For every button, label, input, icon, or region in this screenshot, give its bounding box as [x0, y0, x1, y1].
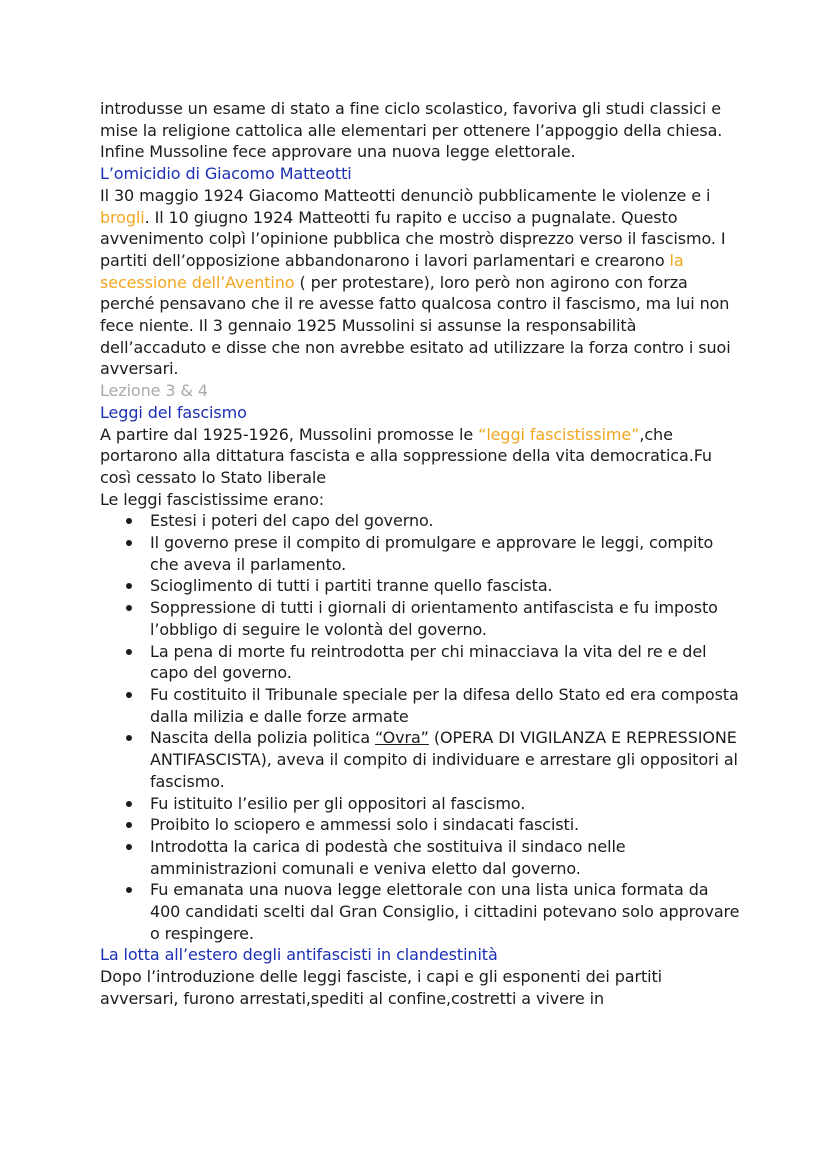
- leggi-list: [100, 510, 740, 944]
- list-item: La pena di morte fu reintrodotta per chi minacciava la vita del re e del capo del governo.: [150, 641, 740, 684]
- matteotti-paragraph: Il 30 maggio 1924 Giacomo Matteotti denunciò pubblicamente le violenze e i brogli. Il 10 giugno 1924 Matteotti fu rapito e ucciso a pugnalate. Questo avvenimento colpì l’opinione pubblica che mostrò disprezzo verso il fascismo. I partiti dell’opposizione abbandonarono i lavori parlamentari e crearono la secessione dell’Aventino ( per protestare), loro però non agirono con forza perché pensavano che il re avesse fatto qualcosa contro il fascismo, ma lui non fece niente. Il 3 gennaio 1925 Mussolini si assunse la responsabilità dell’accaduto e disse che non avrebbe esitato ad utilizzare la forza contro i suoi avversari.: [100, 185, 731, 379]
- list-item: Proibito lo sciopero e ammessi solo i sindacati fascisti.: [150, 814, 740, 836]
- lotta-paragraph: Dopo l’introduzione delle leggi fasciste, i capi e gli esponenti dei partiti avversari, furono arrestati,spediti al confine,costretti a vivere in: [100, 967, 662, 1008]
- list-item: Il governo prese il compito di promulgare e approvare le leggi, compito che aveva il parlamento.: [150, 532, 740, 575]
- lesson-label: Lezione 3 & 4: [100, 381, 208, 401]
- list-intro: Le leggi fascistissime erano:: [100, 489, 325, 509]
- list-item: Fu istituito l’esilio per gli oppositori al fascismo.: [150, 793, 740, 815]
- page-content: [100, 98, 740, 1010]
- heading-leggi: Leggi del fascismo: [100, 402, 247, 422]
- list-item: Scioglimento di tutti i partiti tranne quello fascista.: [150, 575, 740, 597]
- list-item: Estesi i poteri del capo del governo.: [150, 510, 740, 532]
- highlight-brogli: brogli: [100, 207, 145, 227]
- intro-paragraph: introdusse un esame di stato a fine ciclo scolastico, favoriva gli studi classici e mise la religione cattolica alle elementari per ottenere l’appoggio della chiesa. Infine Mussoline fece approvare una nuova legge elettorale.: [100, 99, 723, 162]
- leggi-paragraph: A partire dal 1925-1926, Mussolini promosse le “leggi fascistissime”,che portarono alla dittatura fascista e alla soppressione della vita democratica.Fu così cessato lo Stato liberale: [100, 424, 712, 487]
- list-item: Introdotta la carica di podestà che sostituiva il sindaco nelle amministrazioni comunali e veniva eletto dal governo.: [150, 836, 740, 879]
- heading-matteotti: L’omicidio di Giacomo Matteotti: [100, 164, 352, 184]
- list-item-ovra: Nascita della polizia politica “Ovra” (OPERA DI VIGILANZA E REPRESSIONE ANTIFASCISTA), aveva il compito di individuare e arrestare gli oppositori al fascismo.: [150, 727, 740, 792]
- list-item: Fu emanata una nuova legge elettorale con una lista unica formata da 400 candidati scelti dal Gran Consiglio, i cittadini potevano solo approvare o respingere.: [150, 880, 740, 943]
- highlight-aventino: la secessione dell’Aventino: [100, 250, 684, 292]
- ovra-underlined: “Ovra”: [375, 728, 429, 748]
- list-item: Soppressione di tutti i giornali di orientamento antifascista e fu imposto l’obbligo di seguire le volontà del governo.: [150, 597, 740, 640]
- list-item: Fu costituito il Tribunale speciale per la difesa dello Stato ed era composta dalla milizia e dalle forze armate: [150, 684, 739, 726]
- highlight-leggi-fascistissime: “leggi fascistissime”: [478, 424, 640, 444]
- heading-lotta: La lotta all’estero degli antifascisti in clandestinità: [100, 945, 498, 965]
